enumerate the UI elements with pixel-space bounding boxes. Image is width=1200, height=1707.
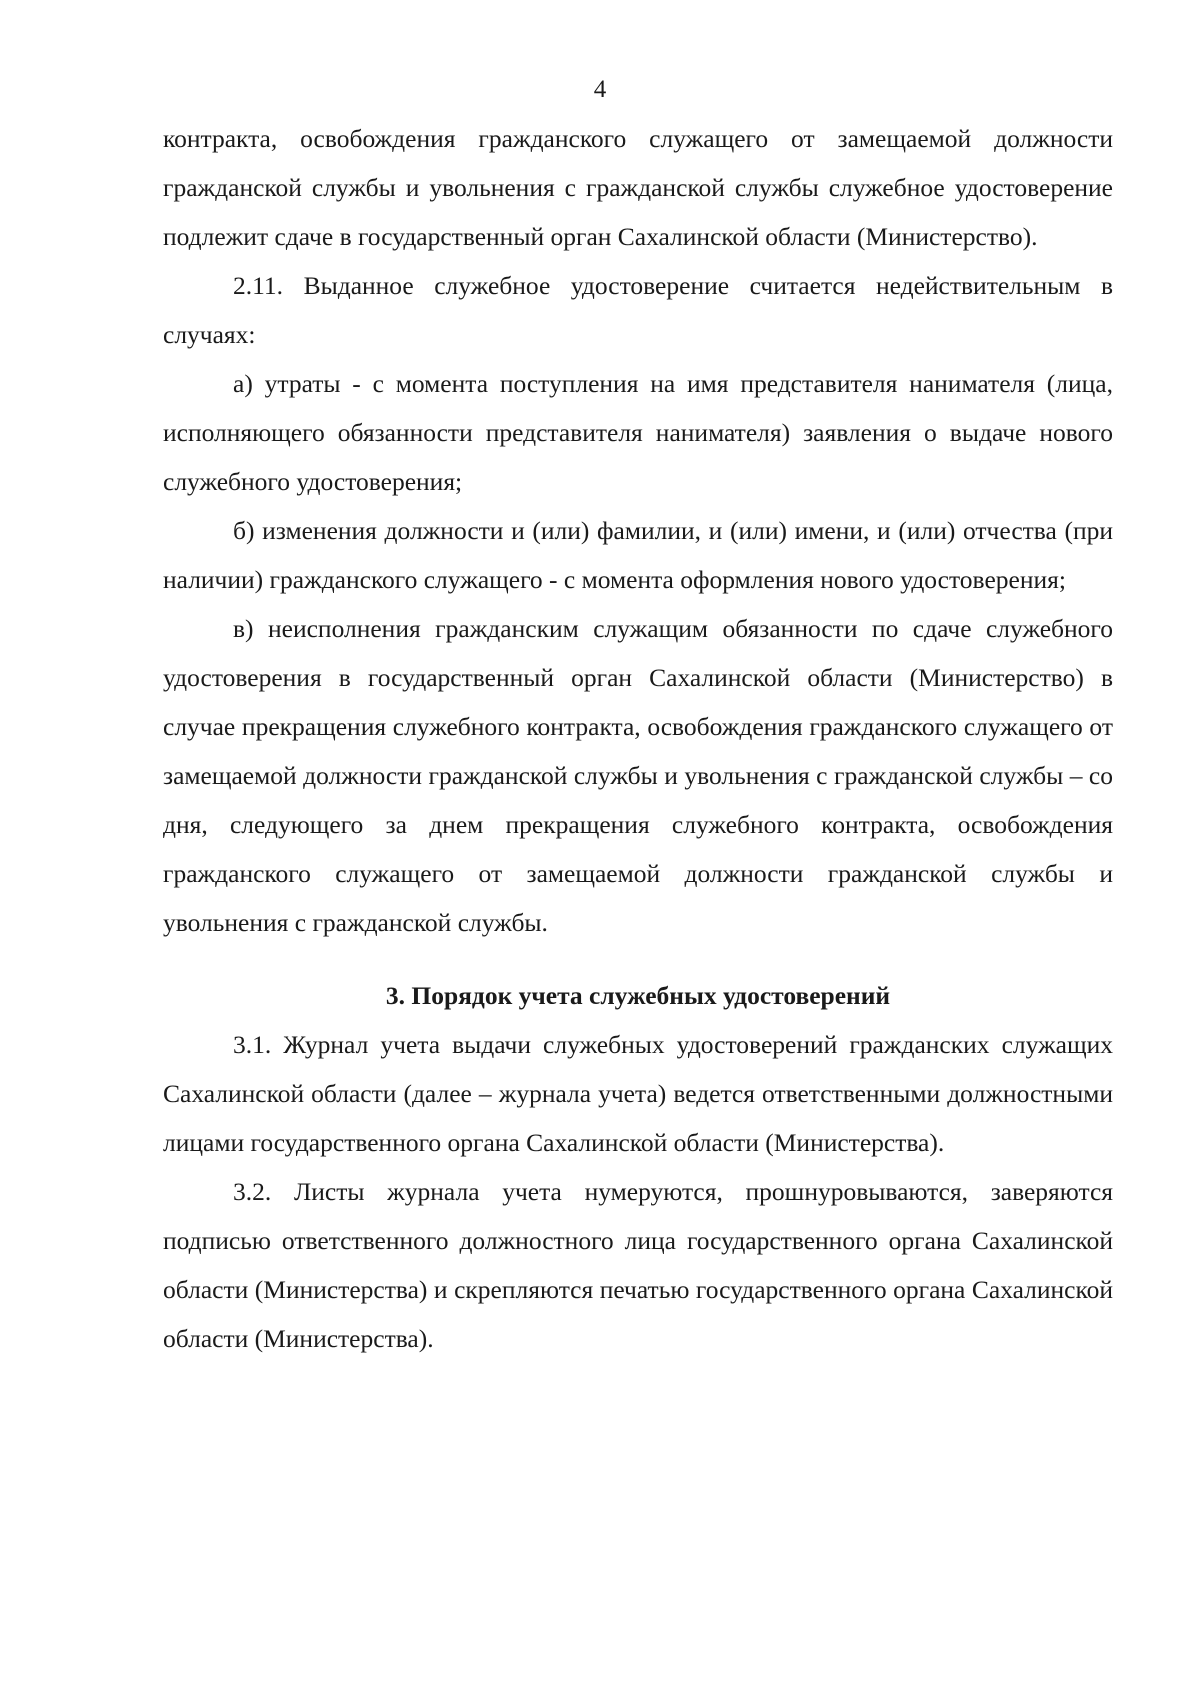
paragraph-item-v: в) неисполнения гражданским служащим обязанности по сдаче служебного удостоверения в государственный орган Сахалинской области (Министерство) в случае прекращения служебного контракта, освобождения гражданского служащего от замещаемой должности гражданской службы и увольнения с гражданской службы – со дня, следующего за днем прекращения служебного контракта, освобождения гражданского служащего от замещаемой должности гражданской службы и увольнения с гражданской службы. [163,614,1113,937]
paragraph-continuation: контракта, освобождения гражданского служащего от замещаемой должности гражданской службы и увольнения с гражданской службы служебное удостоверение подлежит сдаче в государственный орган Сахалинской области (Министерство). [163,124,1113,251]
paragraph-item-a: а) утраты - с момента поступления на имя представителя нанимателя (лица, исполняющего обязанности представителя нанимателя) заявления о выдаче нового служебного удостоверения; [163,369,1113,496]
paragraph-2-11: 2.11. Выданное служебное удостоверение считается недействительным в случаях: [163,271,1113,349]
paragraph-item-b: б) изменения должности и (или) фамилии, и (или) имени, и (или) отчества (при наличии) гражданского служащего - с момента оформления нового удостоверения; [163,516,1113,594]
paragraph-3-1: 3.1. Журнал учета выдачи служебных удостоверений гражданских служащих Сахалинской области (далее – журнала учета) ведется ответственными должностными лицами государственного органа Сахалинской области (Министерства). [163,1030,1113,1157]
paragraph-3-2: 3.2. Листы журнала учета нумеруются, прошнуровываются, заверяются подписью ответственного должностного лица государственного органа Сахалинской области (Министерства) и скрепляются печатью государственного органа Сахалинской области (Министерства). [163,1177,1113,1353]
document-body [163,114,1113,1363]
page-number: 4 [593,76,607,103]
section-heading: 3. Порядок учета служебных удостоверений [385,981,891,1010]
